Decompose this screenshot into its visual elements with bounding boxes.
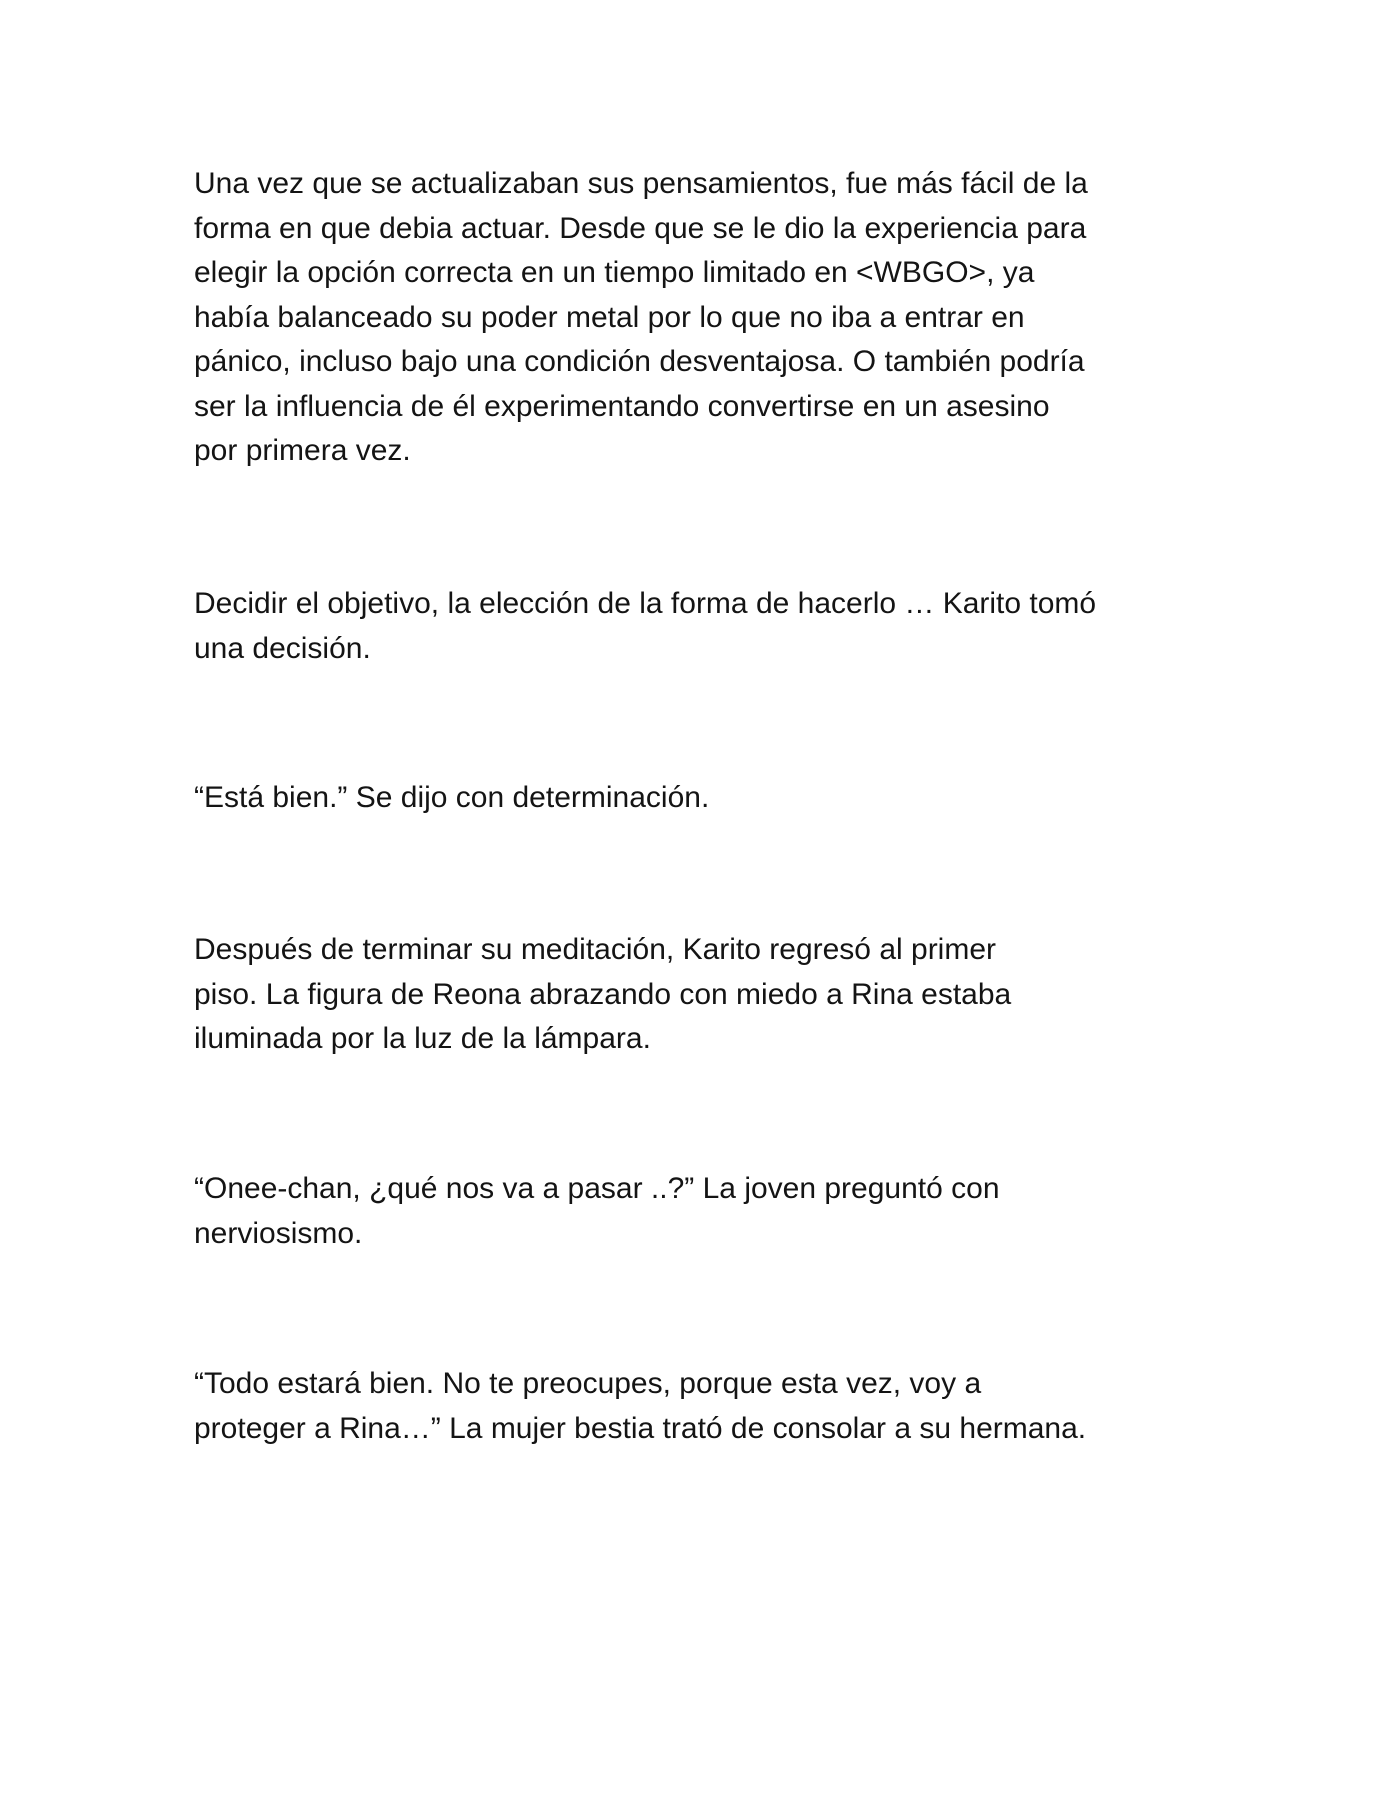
paragraph-4: Después de terminar su meditación, Karito regresó al primer piso. La figura de Reona abrazando con miedo a Rina estaba iluminada por la luz de la lámpara. (194, 933, 1012, 1055)
paragraph-3: “Está bien.” Se dijo con determinación. (194, 781, 710, 814)
paragraph-6: “Todo estará bien. No te preocupes, porque esta vez, voy a proteger a Rina…” La mujer bestia trató de consolar a su hermana. (194, 1367, 1087, 1445)
paragraph-5: “Onee-chan, ¿qué nos va a pasar ..?” La joven preguntó con nerviosismo. (194, 1172, 1000, 1250)
paragraph-2: Decidir el objetivo, la elección de la forma de hacerlo … Karito tomó una decisión. (194, 587, 1097, 665)
paragraph-1: Una vez que se actualizaban sus pensamientos, fue más fácil de la forma en que debia actuar. Desde que se le dio la experiencia para elegir la opción correcta en un tiempo limitado en <WBGO>, ya había balanceado su poder metal por lo que no iba a entrar en pánico, incluso bajo una condición desventajosa. O también podría ser la influencia de él experimentando convertirse en un asesino por primera vez. (194, 167, 1088, 467)
